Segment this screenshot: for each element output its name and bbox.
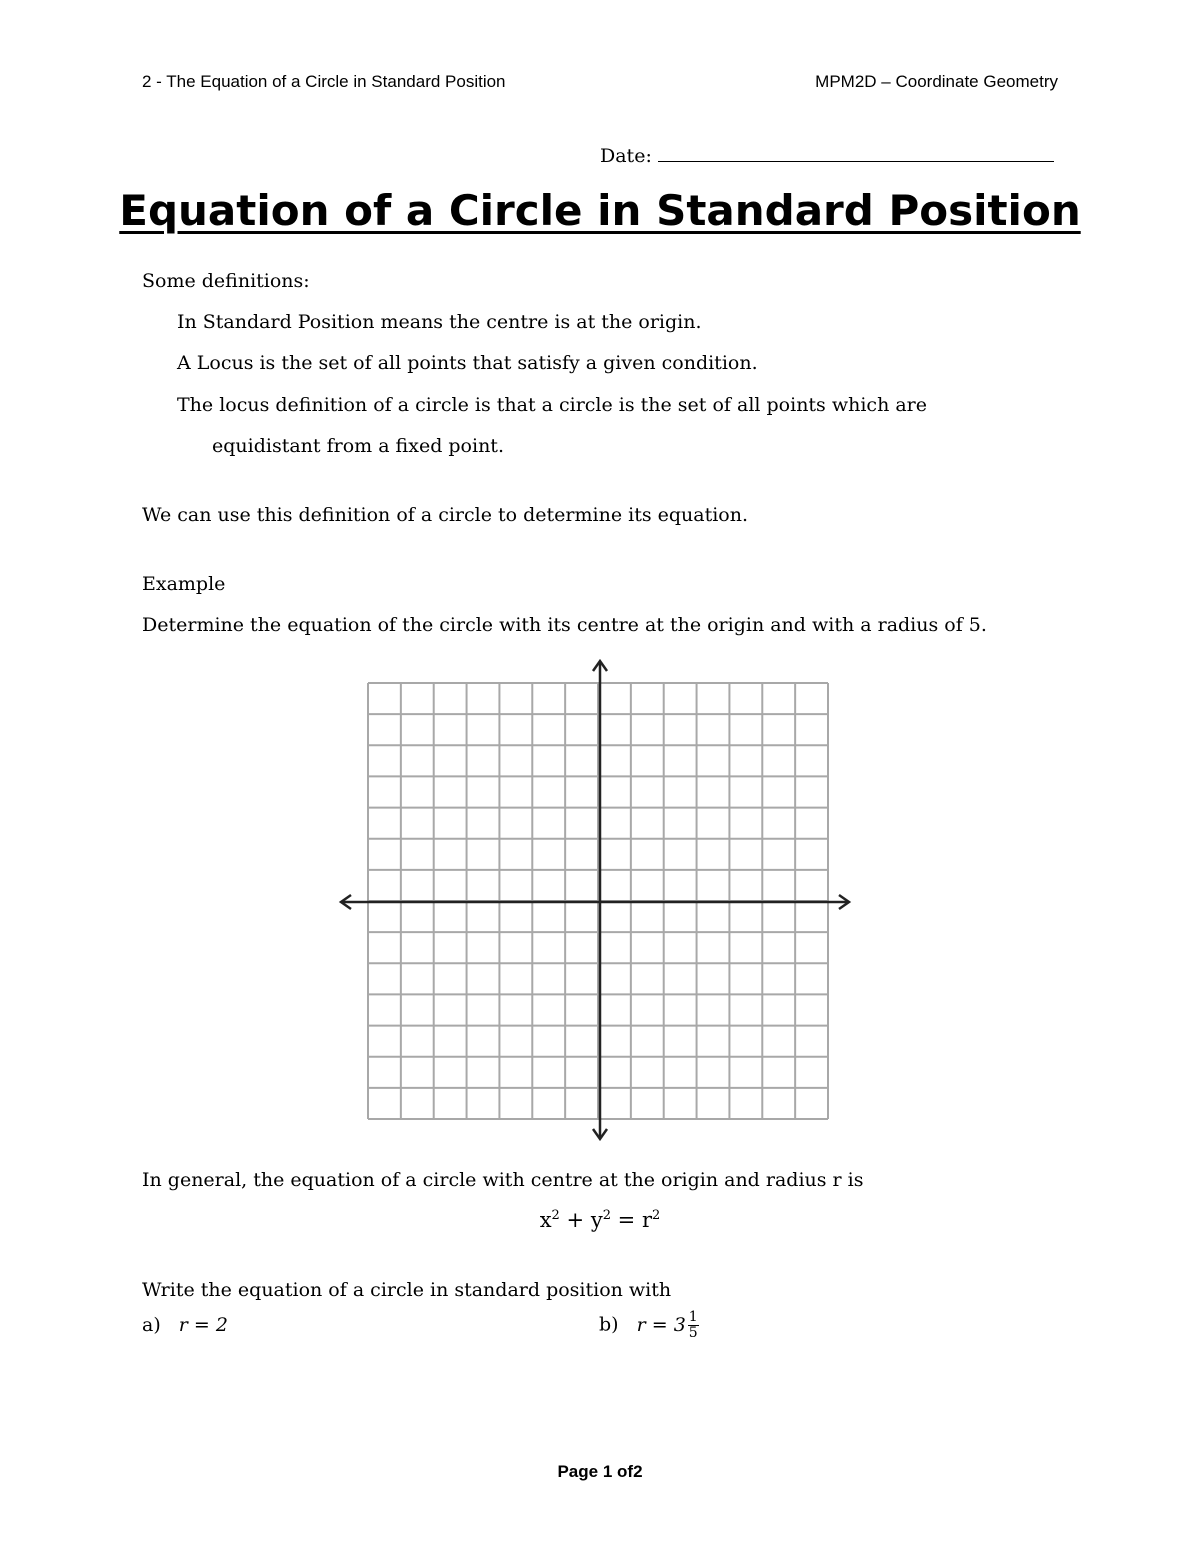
date-label: Date: bbox=[600, 145, 652, 167]
coordinate-grid bbox=[335, 655, 855, 1145]
eq-r: r bbox=[641, 1208, 652, 1232]
eq-x: x bbox=[539, 1208, 552, 1232]
exercise-b-equation: r = 3 bbox=[636, 1313, 686, 1336]
exercise-b-label: b) bbox=[599, 1313, 619, 1336]
exercise-a-label: a) bbox=[142, 1314, 161, 1336]
definition-line: A Locus is the set of all points that satisfy a given condition. bbox=[177, 352, 758, 374]
page-footer bbox=[0, 1462, 1200, 1482]
page-title: Equation of a Circle in Standard Position bbox=[119, 186, 1081, 235]
eq-x-exp: 2 bbox=[551, 1208, 560, 1223]
exercise-b bbox=[599, 1310, 699, 1341]
use-statement: We can use this definition of a circle to determine its equation. bbox=[142, 504, 749, 526]
eq-y: y bbox=[590, 1208, 603, 1232]
footer-page-word: Page bbox=[557, 1462, 599, 1481]
exercise-a-equation: r = 2 bbox=[178, 1314, 228, 1336]
footer-of-word: of bbox=[617, 1462, 634, 1481]
general-statement: In general, the equation of a circle with centre at the origin and radius r is bbox=[142, 1169, 864, 1191]
fraction-denominator: 5 bbox=[688, 1325, 698, 1341]
eq-plus: + bbox=[566, 1208, 585, 1232]
circle-equation bbox=[0, 1208, 1200, 1232]
header-left: 2 - The Equation of a Circle in Standard Position bbox=[142, 72, 506, 91]
date-blank-line[interactable] bbox=[658, 145, 1054, 162]
footer-page-total: 2 bbox=[633, 1462, 643, 1481]
definition-line: In Standard Position means the centre is at the origin. bbox=[177, 311, 702, 333]
exercise-b-fraction bbox=[688, 1310, 699, 1341]
eq-equals: = bbox=[617, 1208, 636, 1232]
header-right: MPM2D – Coordinate Geometry bbox=[815, 72, 1058, 91]
fraction-numerator: 1 bbox=[688, 1309, 698, 1325]
footer-page-num: 1 bbox=[602, 1462, 613, 1481]
definitions-heading: Some definitions: bbox=[142, 270, 310, 292]
exercise-a bbox=[142, 1314, 228, 1336]
exercise-prompt: Write the equation of a circle in standard position with bbox=[142, 1279, 672, 1301]
example-prompt: Determine the equation of the circle with its centre at the origin and with a radius of 5. bbox=[142, 614, 987, 636]
definition-line: equidistant from a fixed point. bbox=[212, 435, 504, 457]
eq-r-exp: 2 bbox=[652, 1208, 661, 1223]
example-heading: Example bbox=[142, 573, 226, 595]
date-field bbox=[600, 145, 1054, 167]
definition-line: The locus definition of a circle is that a circle is the set of all points which are bbox=[177, 394, 927, 416]
eq-y-exp: 2 bbox=[602, 1208, 611, 1223]
